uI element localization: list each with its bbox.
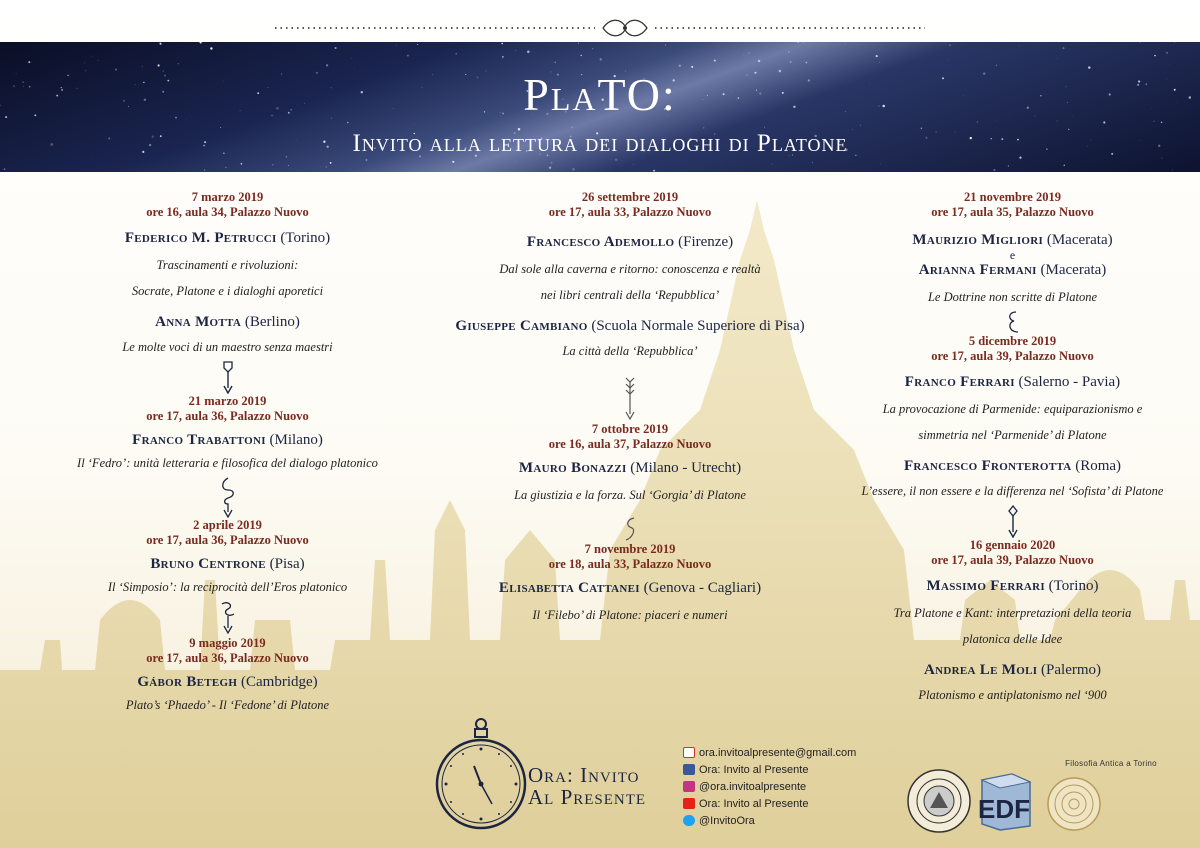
- column-1: [55, 190, 400, 718]
- contact-text: Ora: Invito al Presente: [699, 797, 809, 810]
- speaker-city: (Genova - Cagliari): [643, 580, 762, 596]
- speaker-name: Franco Trabattoni: [132, 432, 266, 448]
- speaker: [55, 672, 400, 692]
- speaker-city: (Milano): [269, 432, 323, 448]
- event-date: 21 marzo 2019: [188, 394, 267, 408]
- event-date: 7 novembre 2019: [584, 542, 676, 556]
- speaker: [55, 228, 400, 248]
- contacts-list: [683, 744, 883, 829]
- speaker-city: (Berlino): [244, 314, 300, 330]
- edf-logo-icon: [978, 770, 1034, 832]
- speaker-name: Franco Ferrari: [904, 374, 1015, 390]
- event-date: 5 dicembre 2019: [968, 334, 1057, 348]
- talk-title: Socrate, Platone e i dialoghi aporetici: [131, 284, 324, 298]
- event-date: 16 gennaio 2020: [969, 538, 1056, 552]
- philosophy-seal-icon: [1040, 768, 1108, 836]
- contact-text: Ora: Invito al Presente: [699, 763, 809, 776]
- speaker-city: (Cambridge): [241, 674, 318, 690]
- top-ornament: [275, 18, 925, 38]
- speaker-name: Anna Motta: [155, 314, 242, 330]
- facebook-icon: [683, 764, 695, 775]
- speaker-city: (Firenze): [678, 234, 734, 250]
- talk-title: Il ‘Filebo’ di Platone: piaceri e numeri: [532, 608, 728, 622]
- conjunction: e: [1009, 248, 1016, 262]
- speaker-city: (Pisa): [269, 556, 305, 572]
- speaker: [830, 230, 1195, 250]
- speaker: [830, 576, 1195, 596]
- feather-arrow-icon: [623, 376, 637, 420]
- talk-title: nei libri centrali della ‘Repubblica’: [540, 288, 720, 302]
- event-place: ore 16, aula 37, Palazzo Nuovo: [548, 437, 712, 451]
- speaker: [430, 316, 830, 336]
- speaker-name: Francesco Fronterotta: [903, 458, 1072, 474]
- speaker-name: Francesco Ademollo: [526, 234, 675, 250]
- speaker-name: Massimo Ferrari: [926, 578, 1045, 594]
- event-date: 7 ottobre 2019: [591, 422, 669, 436]
- speaker-name: Gábor Betegh: [137, 674, 238, 690]
- speaker: [830, 372, 1195, 392]
- speaker: [830, 456, 1195, 476]
- speaker: [430, 578, 830, 598]
- speaker-city: (Torino): [1048, 578, 1099, 594]
- event-place: ore 17, aula 35, Palazzo Nuovo: [931, 205, 1094, 219]
- talk-title: La provocazione di Parmenide: equiparazionismo e: [882, 402, 1143, 416]
- event-date: 21 novembre 2019: [964, 190, 1061, 204]
- logo-line-2: Al Presente: [528, 785, 647, 809]
- event-date: 26 settembre 2019: [581, 190, 679, 204]
- curl-ornament-icon: [1004, 310, 1022, 334]
- speaker: [55, 430, 400, 450]
- speaker-name: Maurizio Migliori: [912, 232, 1044, 248]
- speaker-city: (Roma): [1075, 458, 1122, 474]
- talk-title: L’essere, il non essere e la differenza nel ‘Sofista’ di Platone: [861, 484, 1164, 498]
- speaker-name: Federico M. Petrucci: [124, 230, 277, 246]
- event-place: ore 18, aula 33, Palazzo Nuovo: [548, 557, 712, 571]
- column-2: [430, 190, 830, 628]
- event-place: ore 17, aula 36, Palazzo Nuovo: [146, 409, 309, 423]
- speaker-name: Arianna Fermani: [918, 262, 1037, 278]
- event-place: ore 17, aula 36, Palazzo Nuovo: [146, 651, 309, 665]
- speaker-city: (Macerata): [1040, 262, 1107, 278]
- university-seal-icon: [906, 768, 972, 834]
- page-title: PlaTO:: [523, 69, 677, 120]
- twitter-icon: [683, 815, 695, 826]
- speaker-city: (Palermo): [1041, 662, 1102, 678]
- event-place: ore 17, aula 39, Palazzo Nuovo: [931, 349, 1094, 363]
- page-subtitle: Invito alla lettura dei dialoghi di Platone: [352, 130, 848, 157]
- talk-title: La giustizia e la forza. Sul ‘Gorgia’ di Platone: [514, 488, 746, 502]
- speaker-name: Mauro Bonazzi: [518, 460, 627, 476]
- speaker-city: (Macerata): [1046, 232, 1113, 248]
- contact-text: @ora.invitoalpresente: [699, 780, 807, 793]
- speaker-city: (Scuola Normale Superiore di Pisa): [591, 318, 805, 334]
- logo-line-1: Ora: Invito: [528, 763, 640, 787]
- speaker: [55, 312, 400, 332]
- arrow-ornament-icon: [221, 360, 235, 394]
- instagram-icon: [683, 781, 695, 792]
- squiggle-ornament-icon: [622, 516, 638, 542]
- event-place: ore 17, aula 36, Palazzo Nuovo: [146, 533, 309, 547]
- talk-title: Il ‘Simposio’: la reciprocità dell’Eros platonico: [107, 580, 348, 594]
- edf-text: EDF: [978, 794, 1030, 824]
- talk-title: Il ‘Fedro’: unità letteraria e filosofica del dialogo platonico: [77, 456, 378, 470]
- event-date: 9 maggio 2019: [189, 636, 266, 650]
- speaker: [430, 458, 830, 478]
- contact-text: ora.invitoalpresente@gmail.com: [699, 746, 857, 759]
- wave-arrow-icon: [218, 600, 238, 636]
- talk-title: Plato’s ‘Phaedo’ - Il ‘Fedone’ di Platone: [125, 698, 330, 712]
- talk-title: La città della ‘Repubblica’: [562, 344, 698, 358]
- talk-title: Platonismo e antiplatonismo nel ‘900: [918, 688, 1107, 702]
- talk-title: Le molte voci di un maestro senza maestri: [122, 340, 333, 354]
- speaker: [430, 232, 830, 252]
- speaker-name: Elisabetta Cattanei: [498, 580, 640, 596]
- contact-facebook[interactable]: [683, 761, 883, 778]
- speaker-name: Giuseppe Cambiano: [455, 318, 588, 334]
- gmail-icon: [683, 747, 695, 758]
- speaker-name: Bruno Centrone: [150, 556, 266, 572]
- event-place: ore 17, aula 33, Palazzo Nuovo: [548, 205, 712, 219]
- event-place: ore 16, aula 34, Palazzo Nuovo: [146, 205, 309, 219]
- diamond-arrow-icon: [1006, 504, 1020, 538]
- talk-title: Le Dottrine non scritte di Platone: [927, 290, 1098, 304]
- header-banner: [0, 42, 1200, 172]
- contact-youtube[interactable]: [683, 795, 883, 812]
- pocket-watch-logo-icon: [434, 716, 528, 840]
- swirl-arrow-icon: [219, 476, 237, 518]
- event-date: 2 aprile 2019: [193, 518, 262, 532]
- youtube-icon: [683, 798, 695, 809]
- column-3: [830, 190, 1195, 708]
- speaker: [55, 554, 400, 574]
- speaker-city: (Torino): [280, 230, 331, 246]
- event-place: ore 17, aula 39, Palazzo Nuovo: [931, 553, 1094, 567]
- contact-instagram[interactable]: [683, 778, 883, 795]
- talk-title: Dal sole alla caverna e ritorno: conoscenza e realtà: [499, 262, 761, 276]
- speaker-city: (Salerno - Pavia): [1018, 374, 1121, 390]
- contact-twitter[interactable]: [683, 812, 883, 829]
- philosophy-label: Filosofia Antica a Torino: [1065, 759, 1157, 768]
- speaker: [830, 260, 1195, 280]
- talk-title: platonica delle Idee: [962, 632, 1063, 646]
- speaker-city: (Milano - Utrecht): [630, 460, 742, 476]
- talk-title: simmetria nel ‘Parmenide’ di Platone: [918, 428, 1107, 442]
- talk-title: Tra Platone e Kant: interpretazioni della teoria: [893, 606, 1132, 620]
- contact-text: @InvitoOra: [699, 814, 755, 827]
- event-date: 7 marzo 2019: [191, 190, 264, 204]
- speaker: [830, 660, 1195, 680]
- ora-logo-text: [528, 764, 658, 808]
- speaker-name: Andrea Le Moli: [923, 662, 1038, 678]
- talk-title: Trascinamenti e rivoluzioni:: [156, 258, 299, 272]
- contact-email[interactable]: [683, 744, 883, 761]
